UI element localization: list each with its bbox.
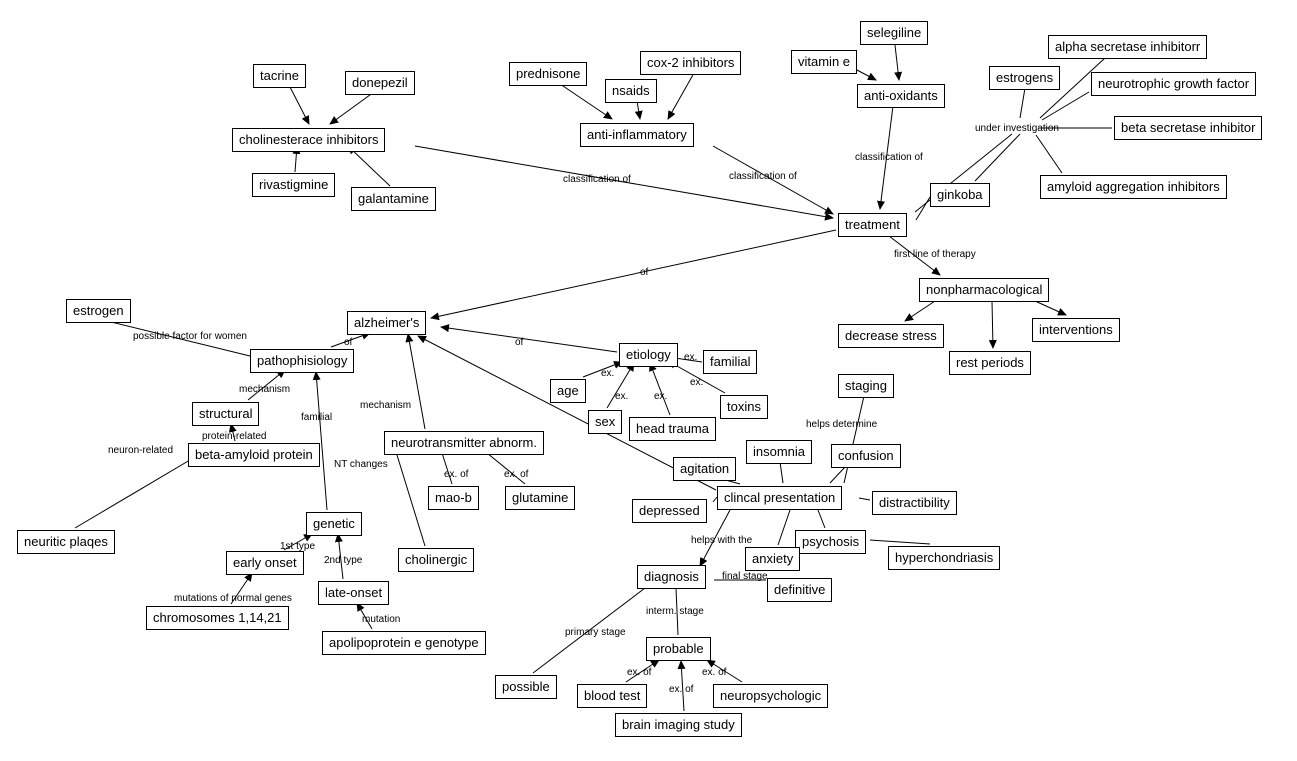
edge-label-ex_age: ex. — [601, 368, 615, 379]
edge-label-ex_of_glut: ex. of — [504, 469, 529, 480]
node-confusion[interactable]: confusion — [831, 444, 901, 468]
edge-label-neuron_related: neuron-related — [108, 445, 174, 456]
node-alzheimers[interactable]: alzheimer's — [347, 311, 426, 335]
node-anti_oxidants[interactable]: anti-oxidants — [857, 84, 945, 108]
node-tacrine[interactable]: tacrine — [253, 64, 306, 88]
node-donepezil[interactable]: donepezil — [345, 71, 415, 95]
node-etiology[interactable]: etiology — [619, 343, 678, 367]
edge-confusion-to-clincal_presentation — [830, 466, 846, 483]
edge-cholinergic-to-neurotransmitter_abnorm — [397, 455, 425, 546]
node-late_onset[interactable]: late-onset — [318, 581, 389, 605]
edge-nsaids-to-anti_inflammatory — [637, 101, 640, 119]
edge-treatment-to-alzheimers — [431, 230, 836, 318]
node-structural[interactable]: structural — [192, 402, 259, 426]
node-rest_periods[interactable]: rest periods — [949, 351, 1031, 375]
edge-genetic-to-pathophisiology — [316, 372, 327, 510]
node-cox2_inhibitors[interactable]: cox-2 inhibitors — [640, 51, 741, 75]
edge-label-helps_determine: helps determine — [806, 419, 878, 430]
edge-galantamine-to-cholinesterace_inhibitors — [348, 146, 390, 186]
edge-label-mutations_of_normal_genes: mutations of normal genes — [174, 593, 292, 604]
edge-vitamin_e-to-anti_oxidants — [855, 69, 876, 80]
edge-ginkoba-to-treatment — [916, 197, 930, 220]
node-familial[interactable]: familial — [703, 350, 757, 374]
node-nonpharmacological[interactable]: nonpharmacological — [919, 278, 1049, 302]
edge-label-protein_related: protein-related — [202, 431, 267, 442]
edge-label-of_path: of — [344, 337, 353, 348]
edge-nonpharmacological-to-decrease_stress — [905, 301, 935, 321]
edge-tacrine-to-cholinesterace_inhibitors — [289, 85, 309, 124]
node-age[interactable]: age — [550, 379, 586, 403]
edge-label-first_type: 1st type — [280, 541, 316, 552]
node-beta_secretase_inhibitor[interactable]: beta secretase inhibitor — [1114, 116, 1262, 140]
edge-hyperchondriasis-to-psychosis — [870, 540, 930, 544]
edge-label-ex_familial: ex. — [684, 352, 698, 363]
node-neurotransmitter_abnorm[interactable]: neurotransmitter abnorm. — [384, 431, 544, 455]
node-early_onset[interactable]: early onset — [226, 551, 304, 575]
node-clincal_presentation[interactable]: clincal presentation — [717, 486, 842, 510]
node-anxiety[interactable]: anxiety — [745, 547, 800, 571]
node-cholinesterace_inhibitors[interactable]: cholinesterace inhibitors — [232, 128, 385, 152]
node-prednisone[interactable]: prednisone — [509, 62, 587, 86]
edge-label-under_investigation: under investigation — [975, 123, 1059, 134]
edge-label-ex_of_neuro: ex. of — [702, 667, 727, 678]
node-treatment[interactable]: treatment — [838, 213, 907, 237]
node-staging[interactable]: staging — [838, 374, 894, 398]
node-probable[interactable]: probable — [646, 637, 711, 661]
edge-label-first_line_of_therapy: first line of therapy — [894, 249, 976, 260]
edge-label-classification_of_2: classification of — [729, 171, 797, 182]
node-neuropsychologic[interactable]: neuropsychologic — [713, 684, 828, 708]
node-neurotrophic_growth_factor[interactable]: neurotrophic growth factor — [1091, 72, 1256, 96]
edge-label-familial_label: familial — [301, 412, 333, 423]
edge-label-mechanism_1: mechanism — [239, 384, 291, 395]
node-genetic[interactable]: genetic — [306, 512, 362, 536]
edge-head_trauma-to-etiology — [650, 363, 670, 415]
edge-neuritic_plaqes-to-beta_amyloid_protein — [75, 457, 195, 528]
node-interventions[interactable]: interventions — [1032, 318, 1120, 342]
node-hyperchondriasis[interactable]: hyperchondriasis — [888, 546, 1000, 570]
edge-label-ex_sex: ex. — [615, 391, 629, 402]
node-estrogens[interactable]: estrogens — [989, 66, 1060, 90]
node-neuritic_plaqes[interactable]: neuritic plaqes — [17, 530, 115, 554]
node-depressed[interactable]: depressed — [632, 499, 707, 523]
node-decrease_stress[interactable]: decrease stress — [838, 324, 944, 348]
node-pathophisiology[interactable]: pathophisiology — [250, 349, 354, 373]
edge-label-final_stage: final stage — [722, 571, 768, 582]
edge-label-classification_of_1: classification of — [563, 174, 631, 185]
node-distractibility[interactable]: distractibility — [872, 491, 957, 515]
edge-neurotrophic_growth_factor-to-under_investigation — [1042, 92, 1089, 120]
edge-psychosis-to-clincal_presentation — [818, 510, 825, 528]
node-possible[interactable]: possible — [495, 675, 557, 699]
node-diagnosis[interactable]: diagnosis — [637, 565, 706, 589]
node-nsaids[interactable]: nsaids — [605, 79, 657, 103]
edge-etiology-to-alzheimers — [441, 327, 617, 352]
edge-label-ex_of_brain: ex. of — [669, 684, 694, 695]
node-cholinergic[interactable]: cholinergic — [398, 548, 474, 572]
node-psychosis[interactable]: psychosis — [795, 530, 866, 554]
node-chromosomes[interactable]: chromosomes 1,14,21 — [146, 606, 289, 630]
node-glutamine[interactable]: glutamine — [505, 486, 575, 510]
node-alpha_secretase_inhibitorr[interactable]: alpha secretase inhibitorr — [1048, 35, 1207, 59]
edge-label-mutation: mutation — [362, 614, 401, 625]
edge-selegiline-to-anti_oxidants — [895, 45, 899, 80]
edge-cox2_inhibitors-to-anti_inflammatory — [668, 73, 694, 119]
node-head_trauma[interactable]: head trauma — [629, 417, 716, 441]
edge-under_investigation-to-ginkoba — [975, 134, 1020, 181]
edge-label-helps_with_the: helps with the — [691, 535, 753, 546]
edge-label-ex_of_mao: ex. of — [444, 469, 469, 480]
edge-amyloid_aggregation_inhibitors-to-under_investigation — [1036, 135, 1062, 173]
edge-label-ex_toxins: ex. — [690, 377, 704, 388]
edge-label-primary_stage: primary stage — [565, 627, 626, 638]
node-toxins[interactable]: toxins — [720, 395, 768, 419]
edge-label-of_etiology: of — [515, 337, 524, 348]
edge-staging-to-clincal_presentation — [844, 396, 864, 483]
node-mao_b[interactable]: mao-b — [428, 486, 479, 510]
node-galantamine[interactable]: galantamine — [351, 187, 436, 211]
edge-label-interm_stage: interm. stage — [646, 606, 704, 617]
edge-label-nt_changes: NT changes — [334, 459, 388, 470]
edge-nonpharmacological-to-rest_periods — [992, 301, 993, 348]
edge-label-ex_of_blood: ex. of — [627, 667, 652, 678]
edge-neurotransmitter_abnorm-to-alzheimers — [408, 334, 425, 429]
node-estrogen[interactable]: estrogen — [66, 299, 131, 323]
edge-estrogens-to-under_investigation — [1020, 88, 1025, 118]
edge-distractibility-to-clincal_presentation — [859, 498, 870, 500]
node-sex[interactable]: sex — [588, 410, 622, 434]
node-beta_amyloid_protein[interactable]: beta-amyloid protein — [188, 443, 320, 467]
node-vitamin_e[interactable]: vitamin e — [791, 50, 857, 74]
edge-anxiety-to-clincal_presentation — [778, 510, 790, 545]
edge-label-mechanism_2: mechanism — [360, 400, 412, 411]
node-definitive[interactable]: definitive — [767, 578, 832, 602]
edge-label-of_treatment_alz: of — [640, 267, 649, 278]
node-amyloid_aggregation_inhibitors[interactable]: amyloid aggregation inhibitors — [1040, 175, 1227, 199]
edge-label-classification_of_3: classification of — [855, 152, 923, 163]
node-insomnia[interactable]: insomnia — [746, 440, 812, 464]
edge-label-ex_head_trauma: ex. — [654, 391, 668, 402]
node-agitation[interactable]: agitation — [673, 457, 736, 481]
edge-insomnia-to-clincal_presentation — [780, 462, 783, 483]
node-blood_test[interactable]: blood test — [577, 684, 647, 708]
node-brain_imaging_study[interactable]: brain imaging study — [615, 713, 742, 737]
edge-donepezil-to-cholinesterace_inhibitors — [330, 92, 374, 124]
edge-nonpharmacological-to-interventions — [1035, 301, 1066, 315]
node-anti_inflammatory[interactable]: anti-inflammatory — [580, 123, 694, 147]
edge-label-second_type: 2nd type — [324, 555, 363, 566]
node-rivastigmine[interactable]: rivastigmine — [252, 173, 335, 197]
node-selegiline[interactable]: selegiline — [860, 21, 928, 45]
node-ginkoba[interactable]: ginkoba — [930, 183, 990, 207]
node-apolipoprotein[interactable]: apolipoprotein e genotype — [322, 631, 486, 655]
edge-label-possible_factor_for_women: possible factor for women — [133, 331, 247, 342]
